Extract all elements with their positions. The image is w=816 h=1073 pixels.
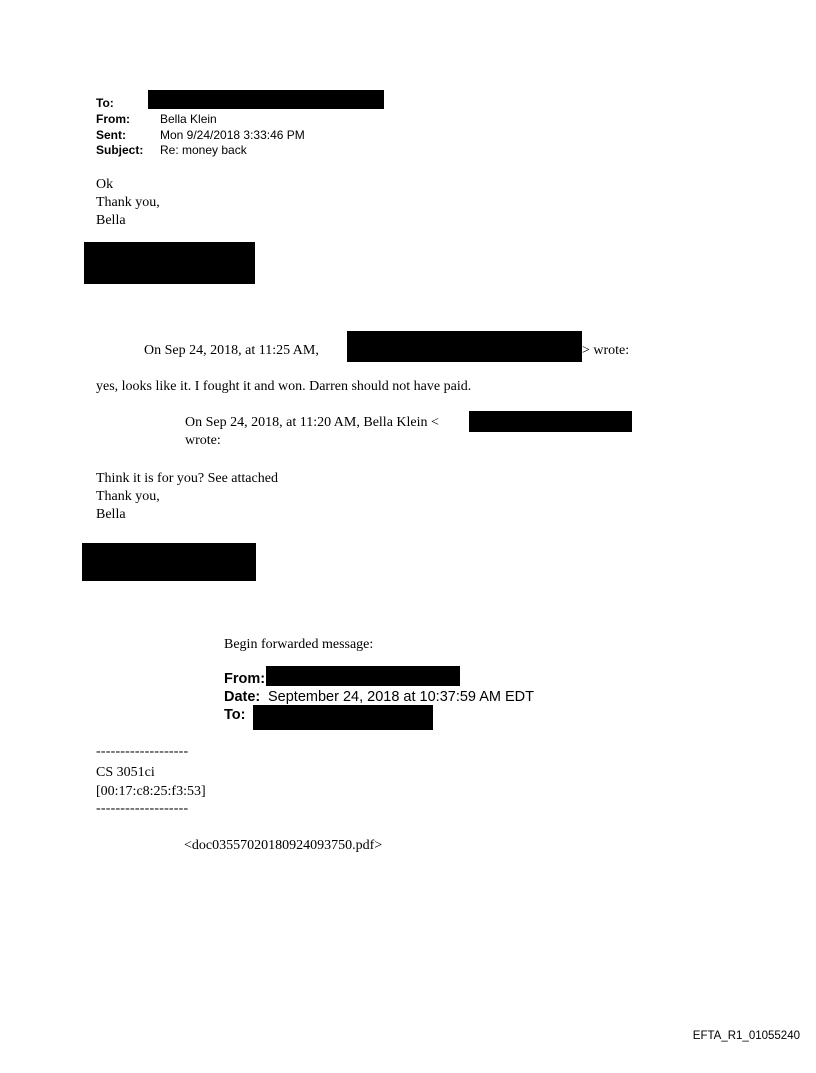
- forwarded-date-value: September 24, 2018 at 10:37:59 AM EDT: [268, 689, 534, 705]
- quote2-intro: On Sep 24, 2018, at 11:20 AM, Bella Klein <: [185, 415, 439, 430]
- forwarded-from-label: From:: [224, 671, 266, 687]
- signature-rule-bottom: -------------------: [96, 801, 189, 816]
- quote1-intro: On Sep 24, 2018, at 11:25 AM,: [144, 343, 319, 358]
- redacted-forwarded-to: [253, 705, 433, 730]
- to-label: To:: [96, 96, 114, 110]
- subject-label: Subject:: [96, 143, 144, 157]
- quote2-line-3: Bella: [96, 507, 126, 522]
- redacted-signature-1: [84, 242, 255, 284]
- signature-name: CS 3051ci: [96, 765, 155, 780]
- reply-line-3: Bella: [96, 213, 126, 228]
- from-label: From:: [96, 112, 130, 126]
- forwarded-heading: Begin forwarded message:: [224, 637, 374, 652]
- sent-label: Sent:: [96, 128, 126, 142]
- redacted-to-address: [148, 90, 384, 109]
- signature-mac: [00:17:c8:25:f3:53]: [96, 784, 206, 799]
- signature-rule-top: -------------------: [96, 744, 189, 759]
- forwarded-to-label: To:: [224, 707, 246, 723]
- document-id: EFTA_R1_01055240: [692, 1030, 800, 1042]
- redacted-sender-address: [347, 331, 582, 362]
- quote2-wrote: wrote:: [185, 433, 221, 448]
- reply-line-2: Thank you,: [96, 195, 160, 210]
- quote1-body: yes, looks like it. I fought it and won. Darren should not have paid.: [96, 379, 472, 394]
- quote2-line-1: Think it is for you? See attached: [96, 471, 278, 486]
- from-value: Bella Klein: [160, 112, 217, 126]
- redacted-bella-address: [469, 411, 632, 432]
- redacted-signature-2: [82, 543, 256, 581]
- attachment-filename: <doc03557020180924093750.pdf>: [184, 838, 383, 853]
- forwarded-date-label: Date:: [224, 689, 261, 705]
- redacted-forwarded-from: [266, 666, 460, 686]
- sent-value: Mon 9/24/2018 3:33:46 PM: [160, 128, 305, 142]
- quote2-line-2: Thank you,: [96, 489, 160, 504]
- subject-value: Re: money back: [160, 143, 247, 157]
- reply-line-1: Ok: [96, 177, 114, 192]
- quote1-wrote: > wrote:: [582, 343, 630, 358]
